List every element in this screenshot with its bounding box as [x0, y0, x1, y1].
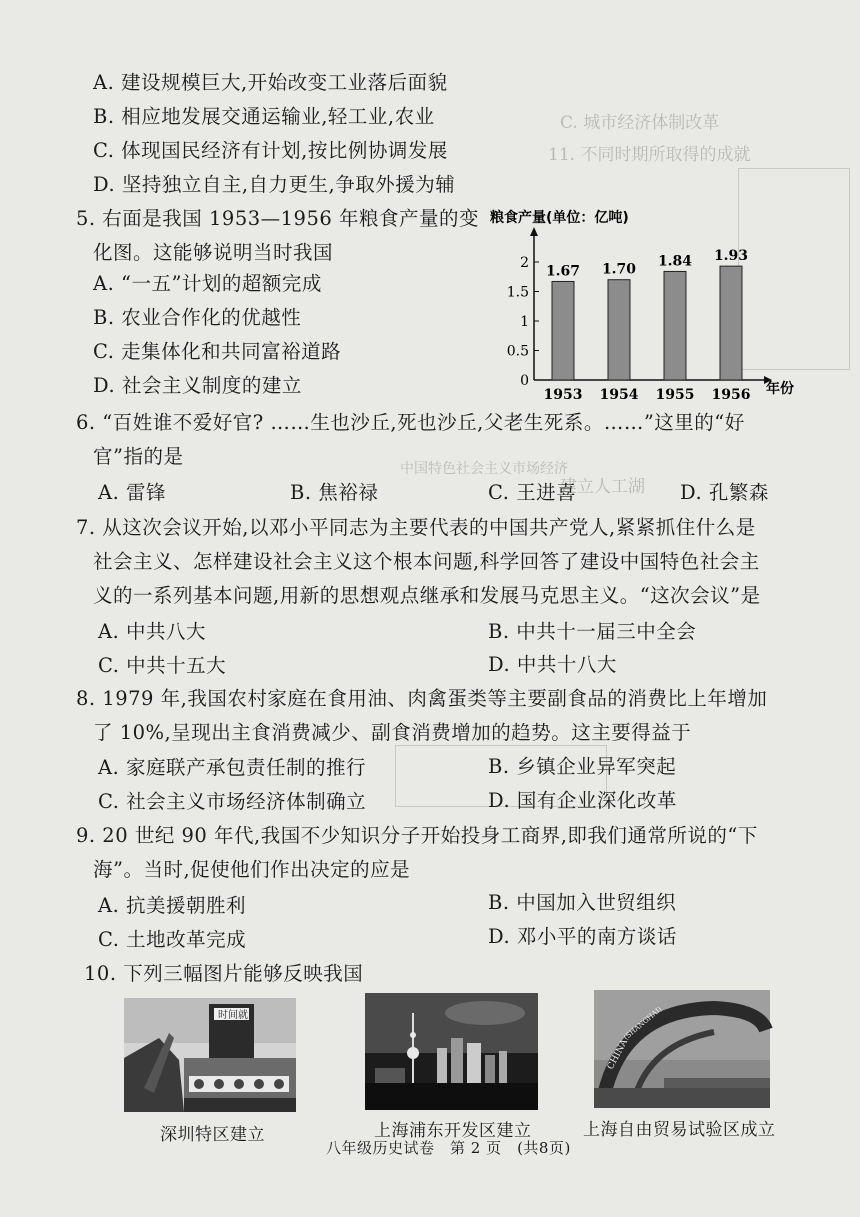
q5-stem: 化图。这能够说明当时我国 [93, 241, 334, 264]
q5-option-b: B. 农业合作化的优越性 [93, 306, 302, 329]
q9-option-c: C. 土地改革完成 [98, 928, 247, 951]
y-axis-arrow [530, 227, 538, 236]
y-tick-label: 2 [520, 255, 529, 271]
x-tick-label: 1956 [711, 387, 751, 403]
shenzhen-photo [124, 998, 296, 1112]
q6-option-c: C. 王进喜 [488, 481, 577, 504]
bar-value-label: 1.67 [545, 263, 581, 280]
bleed-through-text: 11. 不同时期所取得的成就 [548, 145, 751, 165]
q6-option-d: D. 孔繁森 [680, 481, 769, 504]
y-tick-label: 0.5 [506, 343, 529, 360]
q6-stem: 官”指的是 [93, 445, 184, 468]
photo-arch-text: (SHANGHAI) [622, 1005, 664, 1042]
bar [608, 280, 630, 380]
page-footer: 八年级历史试卷 第 2 页 (共8页) [326, 1139, 571, 1157]
q7-option-d: D. 中共十八大 [488, 653, 617, 676]
q9-option-d: D. 邓小平的南方谈话 [488, 925, 677, 948]
shanghai-ftz-photo [594, 990, 770, 1108]
x-tick-label: 1954 [599, 387, 639, 403]
bleed-through-text: 中国特色社会主义市场经济 [400, 461, 568, 477]
photo-caption-shenzhen: 深圳特区建立 [160, 1125, 265, 1145]
q9-stem: 9. 20 世纪 90 年代,我国不少知识分子开始投身工商界,即我们通常所说的“下 [76, 824, 758, 847]
q9-option-a: A. 抗美援朝胜利 [98, 894, 246, 917]
q7-option-a: A. 中共八大 [98, 620, 206, 643]
q8-option-a: A. 家庭联产承包责任制的推行 [98, 756, 366, 779]
y-tick-label: 0 [520, 373, 529, 389]
q8-option-d: D. 国有企业深化改革 [488, 789, 677, 812]
q9-stem: 海”。当时,促使他们作出决定的应是 [93, 858, 411, 881]
q7-option-c: C. 中共十五大 [98, 654, 227, 677]
q10-stem: 10. 下列三幅图片能够反映我国 [84, 962, 364, 985]
bleed-through-text: C. 城市经济体制改革 [560, 113, 720, 133]
q4-option-c: C. 体现国民经济有计划,按比例协调发展 [93, 139, 448, 162]
bar-value-label: 1.93 [713, 248, 749, 265]
x-tick-label: 1955 [655, 387, 695, 403]
y-tick-label: 1 [520, 314, 529, 330]
grain-output-bar-chart [488, 203, 794, 403]
photo-caption-pudong: 上海浦东开发区建立 [374, 1121, 532, 1141]
photo-caption-ftz: 上海自由贸易试验区成立 [583, 1120, 776, 1140]
q8-option-b: B. 乡镇企业异军突起 [488, 755, 677, 778]
q7-option-b: B. 中共十一届三中全会 [488, 620, 697, 643]
q4-option-a: A. 建设规模巨大,开始改变工业落后面貌 [93, 71, 448, 94]
bleed-through-text: 建立人工湖 [560, 477, 645, 497]
q6-option-b: B. 焦裕禄 [290, 481, 379, 504]
pudong-photo [365, 993, 538, 1110]
bar [664, 271, 686, 380]
q5-option-a: A. “一五”计划的超额完成 [93, 272, 322, 295]
q7-stem: 社会主义、怎样建设社会主义这个根本问题,科学回答了建设中国特色社会主 [93, 550, 760, 573]
bar [720, 266, 742, 380]
q8-stem: 8. 1979 年,我国农村家庭在食用油、肉禽蛋类等主要副食品的消费比上年增加 [76, 687, 768, 710]
bar-value-label: 1.70 [601, 261, 637, 278]
q5-stem: 5. 右面是我国 1953—1956 年粮食产量的变 [76, 207, 479, 230]
x-axis-label: 年份 [766, 381, 794, 397]
q8-stem: 了 10%,呈现出主食消费减少、副食消费增加的趋势。这主要得益于 [93, 721, 692, 744]
q6-stem: 6. “百姓谁不爱好官? ……生也沙丘,死也沙丘,父老生死系。……”这里的“好 [76, 411, 745, 434]
q9-option-b: B. 中国加入世贸组织 [488, 891, 677, 914]
y-tick-label: 1.5 [506, 284, 529, 301]
q4-option-b: B. 相应地发展交通运输业,轻工业,农业 [93, 105, 435, 128]
q7-stem: 义的一系列基本问题,用新的思想观点继承和发展马克思主义。“这次会议”是 [93, 584, 761, 607]
q4-option-d: D. 坚持独立自主,自力更生,争取外援为辅 [93, 173, 456, 196]
photo-sign-text: 时间就 [218, 1010, 248, 1021]
x-tick-label: 1953 [543, 387, 583, 403]
bar [552, 281, 574, 380]
q7-stem: 7. 从这次会议开始,以邓小平同志为主要代表的中国共产党人,紧紧抓住什么是 [76, 516, 756, 539]
chart-title: 粮食产量(单位：亿吨) [490, 210, 629, 226]
bar-value-label: 1.84 [657, 253, 693, 270]
q5-option-d: D. 社会主义制度的建立 [93, 374, 302, 397]
q6-option-a: A. 雷锋 [98, 481, 166, 504]
q5-option-c: C. 走集体化和共同富裕道路 [93, 340, 342, 363]
q8-option-c: C. 社会主义市场经济体制确立 [98, 790, 367, 813]
photo-arch-text: CHINA [605, 1037, 630, 1072]
